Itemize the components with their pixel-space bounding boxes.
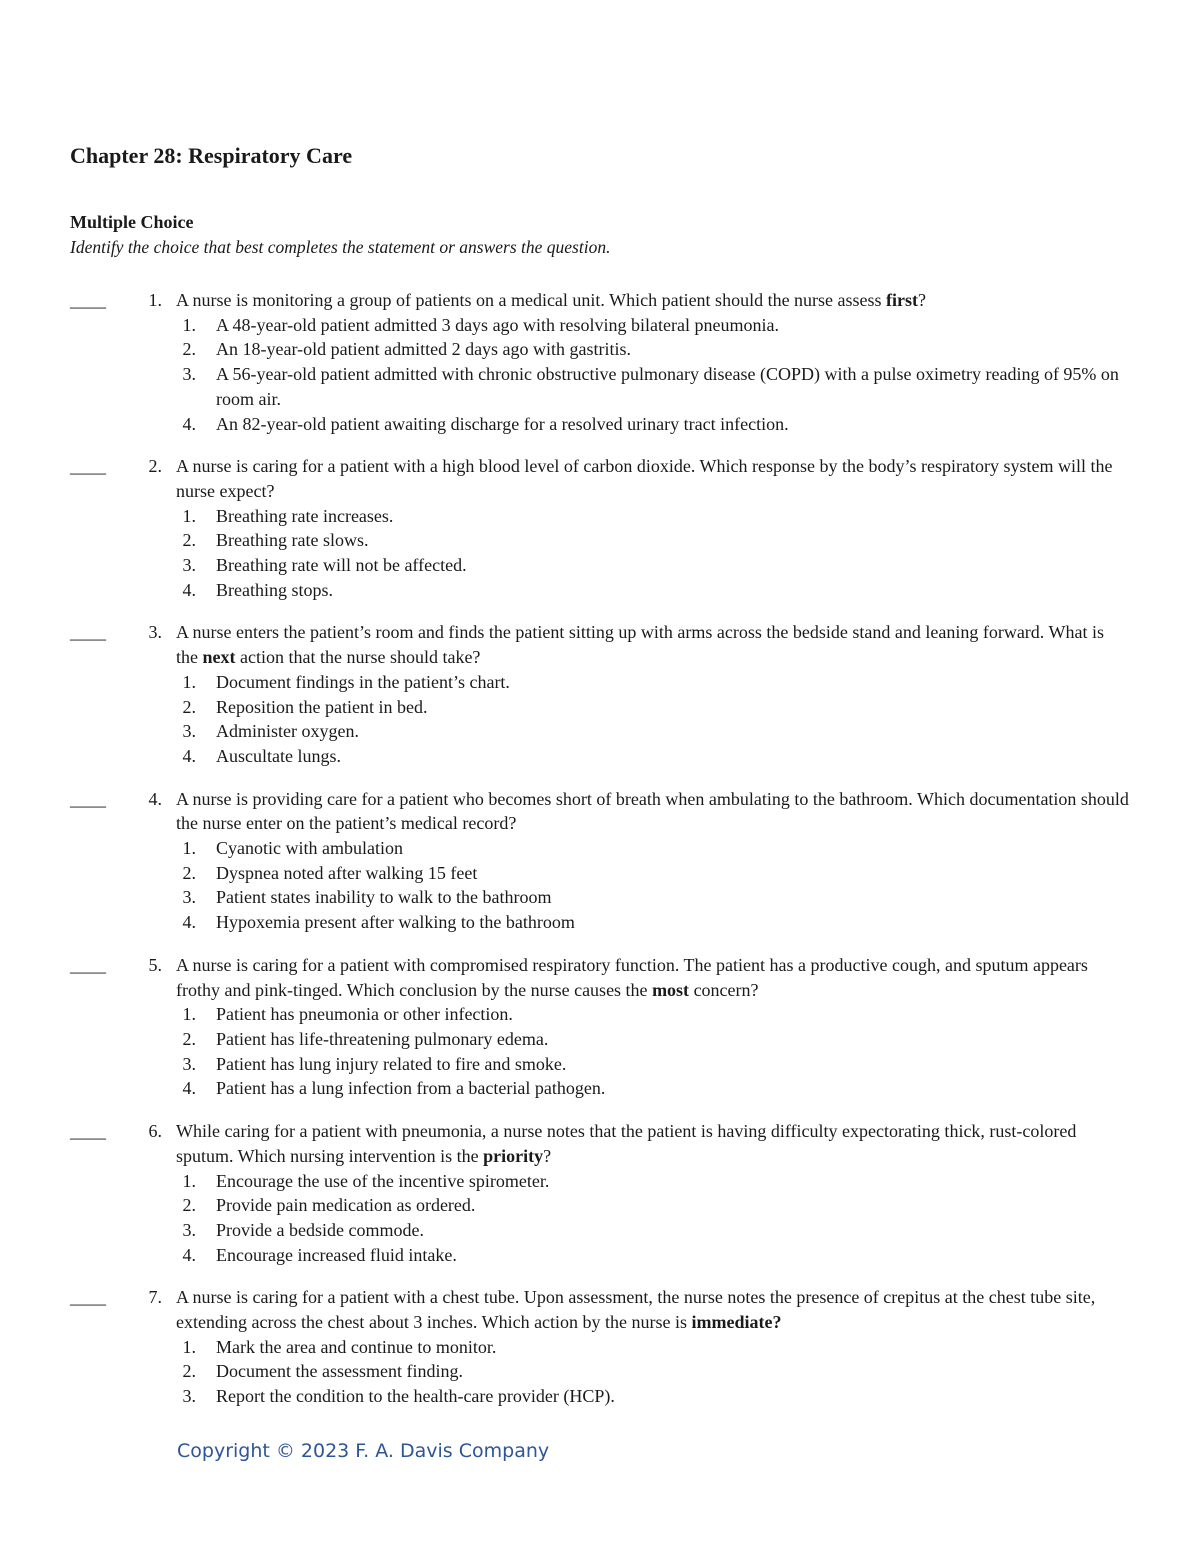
stem-text: concern?	[689, 979, 759, 1000]
answer-choice	[176, 670, 1130, 695]
choice-text: Breathing rate increases.	[216, 505, 394, 526]
choice-number: 1.	[182, 1336, 196, 1357]
choice-number: 4.	[182, 912, 196, 933]
choice-number: 3.	[182, 555, 196, 576]
page-title: Chapter 28: Respiratory Care	[70, 143, 353, 168]
choice-text: Provide pain medication as ordered.	[216, 1195, 476, 1216]
choice-text: Hypoxemia present after walking to the bathroom	[216, 912, 575, 933]
choice-number: 3.	[182, 887, 196, 908]
stem-text: ?	[543, 1145, 552, 1166]
answer-choice	[176, 1384, 1130, 1409]
question-stem	[176, 953, 1130, 1002]
choice-number: 3.	[182, 1219, 196, 1240]
answer-choice	[176, 836, 1130, 861]
choice-number: 4.	[182, 745, 196, 766]
answer-choice	[176, 1076, 1130, 1101]
answer-choice	[176, 504, 1130, 529]
choice-number: 4.	[182, 579, 196, 600]
answer-blank: ____	[70, 1287, 106, 1308]
answer-blank: ____	[70, 290, 106, 310]
choice-number: 1.	[182, 1170, 196, 1191]
answer-choice	[176, 578, 1130, 603]
choice-text: Patient has lung injury related to fire and smoke.	[216, 1053, 567, 1074]
choice-text: Reposition the patient in bed.	[216, 696, 428, 717]
choice-number: 4.	[182, 1244, 196, 1265]
choice-number: 2.	[182, 1361, 196, 1382]
stem-text: A nurse is caring for a patient with a chest tube. Upon assessment, the nurse notes the presence of crepitus at the chest tube site, extending across the chest about 3 inches. Which action by the nurse is	[176, 1287, 1096, 1333]
stem-text: A nurse is monitoring a group of patients on a medical unit. Which patient should the nurse assess	[176, 290, 887, 310]
question-item	[70, 1119, 1130, 1267]
answer-blank: ____	[70, 1121, 106, 1142]
stem-text: While caring for a patient with pneumonia, a nurse notes that the patient is having difficulty expectorating thick, rust-colored sputum. Which nursing intervention is the	[176, 1121, 1077, 1166]
choice-text: Document findings in the patient’s chart.	[216, 671, 510, 692]
stem-text: action that the nurse should take?	[235, 647, 481, 668]
choice-text: Provide a bedside commode.	[216, 1219, 424, 1240]
answer-choice	[176, 1169, 1130, 1194]
choice-number: 2.	[182, 339, 196, 360]
question-item	[70, 454, 1130, 602]
choice-text: Mark the area and continue to monitor.	[216, 1336, 497, 1357]
choice-list	[176, 670, 1130, 769]
question-number: 7.	[148, 1287, 162, 1308]
question-item	[70, 620, 1130, 768]
choice-text: Dyspnea noted after walking 15 feet	[216, 862, 478, 883]
answer-choice	[176, 695, 1130, 720]
question-stem	[176, 1285, 1130, 1334]
choice-number: 2.	[182, 1028, 196, 1049]
answer-choice	[176, 1193, 1130, 1218]
choice-number: 1.	[182, 314, 196, 335]
choice-text: Patient has life-threatening pulmonary edema.	[216, 1028, 549, 1049]
choice-number: 3.	[182, 1386, 196, 1407]
question-list	[70, 288, 1130, 1427]
choice-text: Document the assessment finding.	[216, 1361, 463, 1382]
question-item	[70, 1285, 1130, 1409]
choice-number: 3.	[182, 1053, 196, 1074]
answer-choice	[176, 910, 1130, 935]
question-item	[70, 288, 1130, 436]
choice-text: Patient states inability to walk to the bathroom	[216, 887, 552, 908]
choice-number: 2.	[182, 1195, 196, 1216]
answer-choice	[176, 1359, 1130, 1384]
question-stem	[176, 288, 1130, 313]
choice-number: 3.	[182, 721, 196, 742]
answer-choice	[176, 885, 1130, 910]
stem-emphasis: first	[886, 290, 919, 310]
choice-text: Cyanotic with ambulation	[216, 838, 403, 859]
answer-choice	[176, 1335, 1130, 1360]
copyright-footer: Copyright © 2023 F. A. Davis Company	[177, 1440, 550, 1462]
choice-list	[176, 1002, 1130, 1101]
stem-emphasis: most	[652, 979, 690, 1000]
choice-number: 1.	[182, 671, 196, 692]
question-item	[70, 787, 1130, 935]
choice-number: 4.	[182, 1078, 196, 1099]
choice-number: 2.	[182, 530, 196, 551]
choice-text: Breathing rate will not be affected.	[216, 555, 467, 576]
answer-blank: ____	[70, 788, 106, 809]
question-number: 6.	[148, 1121, 162, 1142]
question-stem	[176, 620, 1130, 669]
answer-choice	[176, 719, 1130, 744]
stem-text: A nurse is caring for a patient with a high blood level of carbon dioxide. Which response by the body’s respiratory system will the nurse expect?	[176, 456, 1113, 501]
choice-list	[176, 313, 1130, 437]
answer-choice	[176, 528, 1130, 553]
answer-choice	[176, 744, 1130, 769]
choice-text: Breathing stops.	[216, 579, 333, 600]
answer-choice	[176, 1027, 1130, 1052]
stem-text: A nurse is providing care for a patient who becomes short of breath when ambulating to the bathroom. Which documentation should the nurse enter on the patient’s medical record?	[176, 788, 1129, 834]
answer-choice	[176, 1243, 1130, 1268]
section-heading: Multiple Choice	[70, 212, 194, 232]
choice-text: Report the condition to the health-care provider (HCP).	[216, 1386, 615, 1407]
answer-choice	[176, 1002, 1130, 1027]
choice-text: Auscultate lungs.	[216, 745, 341, 766]
choice-text: Patient has pneumonia or other infection.	[216, 1004, 513, 1025]
stem-text: A nurse is caring for a patient with compromised respiratory function. The patient has a productive cough, and sputum appears frothy and pink-tinged. Which conclusion by the nurse causes the	[176, 954, 1088, 1000]
answer-choice	[176, 861, 1130, 886]
choice-number: 1.	[182, 505, 196, 526]
stem-emphasis: priority	[483, 1145, 544, 1166]
answer-choice	[176, 553, 1130, 578]
question-number: 1.	[148, 290, 162, 310]
choice-text: Encourage the use of the incentive spirometer.	[216, 1170, 550, 1191]
question-stem	[176, 1119, 1130, 1168]
choice-list	[176, 504, 1130, 603]
choice-number: 4.	[182, 413, 196, 434]
choice-text: An 82-year-old patient awaiting discharge for a resolved urinary tract infection.	[216, 413, 789, 434]
answer-choice	[176, 1218, 1130, 1243]
question-stem	[176, 787, 1130, 836]
question-item	[70, 953, 1130, 1101]
answer-choice	[176, 313, 1130, 338]
section-instructions: Identify the choice that best completes the statement or answers the question.	[70, 237, 611, 257]
answer-blank: ____	[70, 622, 106, 643]
question-stem	[176, 454, 1130, 503]
answer-choice	[176, 337, 1130, 362]
choice-number: 2.	[182, 862, 196, 883]
choice-number: 1.	[182, 838, 196, 859]
answer-blank: ____	[70, 954, 106, 975]
question-number: 4.	[148, 788, 162, 809]
choice-text: An 18-year-old patient admitted 2 days ago with gastritis.	[216, 339, 632, 360]
answer-blank: ____	[70, 456, 106, 477]
stem-text: A nurse enters the patient’s room and finds the patient sitting up with arms across the bedside stand and leaning forward. What is the	[176, 622, 1104, 668]
choice-text: Breathing rate slows.	[216, 530, 369, 551]
choice-list	[176, 1169, 1130, 1268]
choice-number: 3.	[182, 364, 196, 385]
choice-text: A 56-year-old patient admitted with chronic obstructive pulmonary disease (COPD) with a pulse oximetry reading of 95% on room air.	[216, 364, 1119, 409]
choice-text: Patient has a lung infection from a bacterial pathogen.	[216, 1078, 606, 1099]
choice-text: Encourage increased fluid intake.	[216, 1244, 457, 1265]
answer-choice	[176, 362, 1130, 411]
choice-text: A 48-year-old patient admitted 3 days ago with resolving bilateral pneumonia.	[216, 314, 779, 335]
question-number: 2.	[148, 456, 162, 477]
stem-text: ?	[918, 290, 927, 310]
choice-number: 1.	[182, 1004, 196, 1025]
stem-emphasis: next	[202, 647, 236, 668]
choice-number: 2.	[182, 696, 196, 717]
answer-choice	[176, 1052, 1130, 1077]
question-number: 3.	[148, 622, 162, 643]
choice-list	[176, 1335, 1130, 1409]
answer-choice	[176, 412, 1130, 437]
choice-list	[176, 836, 1130, 935]
choice-text: Administer oxygen.	[216, 721, 359, 742]
stem-emphasis: immediate?	[691, 1312, 782, 1333]
question-number: 5.	[148, 954, 162, 975]
